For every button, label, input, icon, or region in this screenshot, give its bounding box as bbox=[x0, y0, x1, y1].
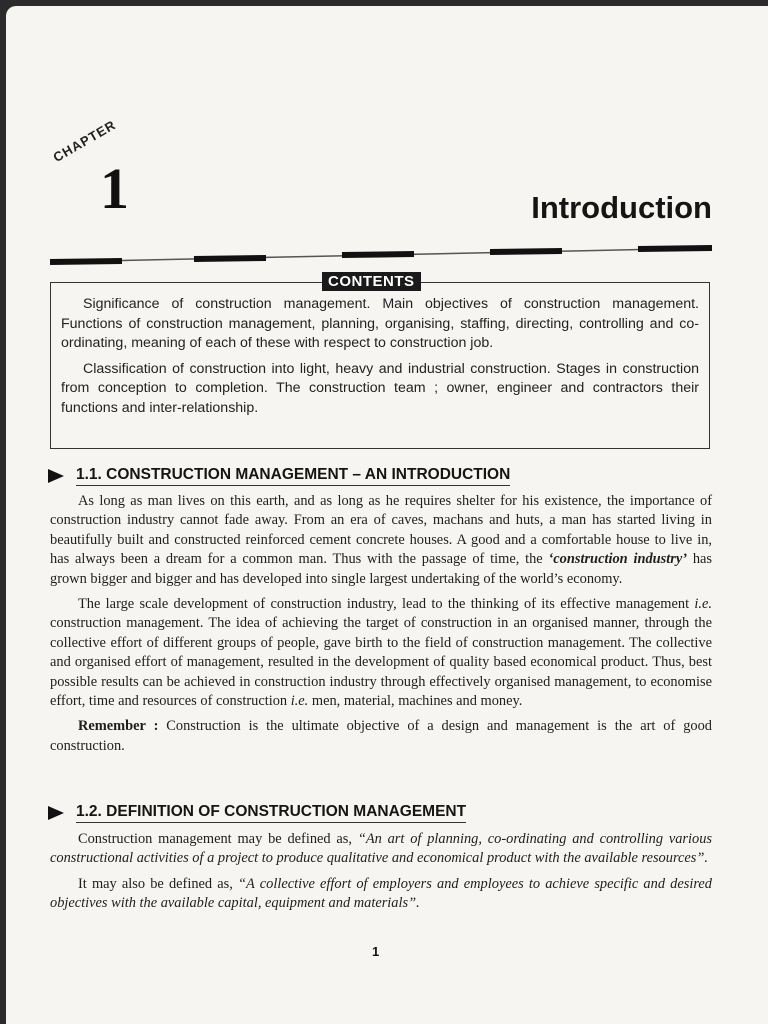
chapter-label: CHAPTER bbox=[50, 117, 119, 165]
section-heading-1-2 bbox=[48, 803, 466, 823]
page-number: 1 bbox=[372, 944, 380, 959]
section-1-2-body bbox=[50, 830, 712, 920]
arrow-icon bbox=[48, 469, 64, 483]
chapter-number: 1 bbox=[100, 156, 129, 221]
contents-box bbox=[50, 282, 710, 449]
remember-note: Remember : Construction is the ultimate objective of a design and management is the art of good construction. bbox=[50, 718, 712, 754]
contents-paragraph: Significance of construction management. Main objectives of construction management. Functions of construction management, planning, organising, staffing, directing, controlling and co-ordinating, meaning of each of these with respect to construction job. bbox=[61, 296, 699, 351]
body-paragraph: Construction management may be defined as, “An art of planning, co-ordinating and controlling various constructional activities of a project to produce qualitative and economical product with the available resources”. bbox=[50, 831, 712, 867]
contents-paragraph: Classification of construction into light, heavy and industrial construction. Stages in construction from conception to completion. The construction team ; owner, engineer and contractors their functions and inter-relationship. bbox=[61, 360, 699, 416]
chapter-title: Introduction bbox=[531, 190, 712, 225]
definition-quote: “An art of planning, co-ordinating and controlling various constructional activities of a project to produce qualitative and economical product with the available resources”. bbox=[50, 831, 712, 867]
emphasis-term: ‘construction industry’ bbox=[548, 551, 688, 568]
body-paragraph: It may also be defined as, “A collective effort of employers and employees to achieve specific and desired objectives with the available capital, equipment and materials”. bbox=[50, 875, 713, 912]
section-1-1-body bbox=[50, 492, 712, 762]
arrow-icon bbox=[48, 806, 64, 820]
remember-label: Remember : bbox=[78, 718, 159, 735]
section-heading-1-1 bbox=[48, 466, 510, 486]
contents-heading: CONTENTS bbox=[322, 272, 421, 291]
section-heading-text: 1.1. CONSTRUCTION MANAGEMENT – AN INTRODUCTION bbox=[76, 466, 510, 486]
chapter-divider-rule bbox=[44, 240, 720, 270]
definition-quote: “A collective effort of employers and employees to achieve specific and desired objectives with the available capital, equipment and materials”. bbox=[50, 875, 713, 912]
body-paragraph: As long as man lives on this earth, and as long as he requires shelter for his existence, the importance of construction industry cannot fade away. From an era of caves, machans and huts, a man has started living in beautifully built and constructed reinforced cement concrete houses. A good and a comfortable house to live in, has always been a dream for a common man. Thus with the passage of time, the ‘construction industry’ has grown bigger and bigger and has developed into single largest undertaking of the world’s economy. bbox=[50, 493, 713, 587]
section-heading-text: 1.2. DEFINITION OF CONSTRUCTION MANAGEMENT bbox=[76, 803, 466, 823]
body-paragraph: The large scale development of construction industry, lead to the thinking of its effective management i.e. construction management. The idea of achieving the target of construction in an organised manner, through the collective effort of different groups of people, gave birth to the field of construction management. The collective and organised effort of management, resulted in the development of quality based economical product. Thus, best possible results can be achieved in construction industry through effectively organised management, to economise effort, time and resources of construction i.e. men, material, machines and money. bbox=[50, 596, 712, 710]
